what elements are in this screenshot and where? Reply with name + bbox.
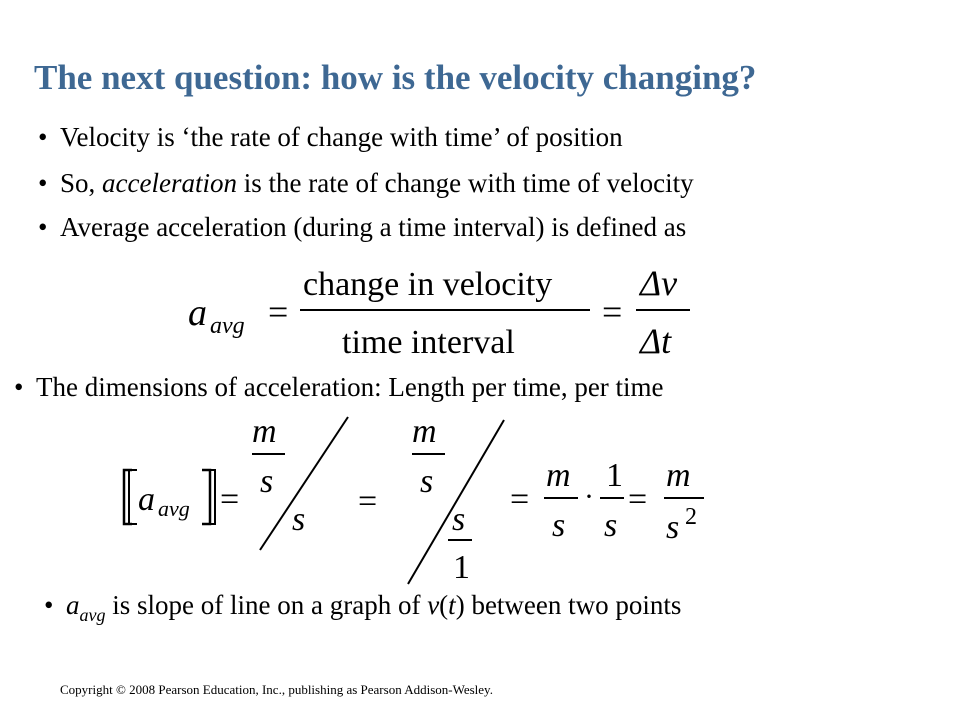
bullet-suffix: is the rate of change with time of velocity: [236, 168, 694, 198]
slope-avg-subscript: avg: [79, 605, 106, 625]
formula-avg-subscript: avg: [210, 313, 245, 339]
formula-equals-1: =: [268, 292, 289, 332]
copyright-notice: Copyright © 2008 Pearson Education, Inc., publishing as Pearson Addison-Wesley.: [60, 682, 493, 697]
dim-m-1: m: [252, 413, 277, 450]
dim-equals-2: =: [358, 483, 378, 520]
dim-s-7: s: [666, 509, 680, 546]
formula-equals-2: =: [602, 292, 623, 332]
dim-equals-1: =: [220, 481, 240, 518]
right-double-bracket: [202, 470, 210, 524]
bullet-dot: •: [38, 168, 48, 198]
dim-s-2: s: [292, 501, 306, 538]
slope-text-1: is slope of line on a graph of: [105, 590, 428, 620]
dimensions-formula: [110, 412, 730, 592]
bullet-text: Average acceleration (during a time interval) is defined as: [60, 212, 687, 242]
bullet-text: The dimensions of acceleration: Length per time, per time: [36, 372, 664, 402]
bullet-prefix: So,: [60, 168, 103, 198]
bullet-dot: •: [44, 590, 54, 620]
dim-s-6: s: [604, 507, 618, 544]
dim-one-1: 1: [453, 549, 470, 586]
slope-paren-open: (: [439, 590, 449, 620]
formula-delta-t: Δt: [640, 321, 672, 361]
dim-exponent: 2: [685, 504, 697, 530]
bullet-dot: •: [38, 212, 48, 242]
dim-one-2: 1: [606, 457, 623, 494]
dim-s-5: s: [552, 507, 566, 544]
dim-avg-subscript: avg: [158, 496, 190, 521]
bullet-text: Velocity is ‘the rate of change with time’ of position: [60, 122, 623, 152]
slope-a-symbol: a: [66, 590, 80, 620]
formula-numerator: change in velocity: [303, 266, 553, 303]
dim-m-2: m: [412, 413, 437, 450]
slope-text-2: between two points: [464, 590, 682, 620]
bullet-acceleration-definition: [38, 170, 694, 197]
bullet-average-acceleration: [38, 214, 686, 241]
dim-s-4: s: [452, 501, 466, 538]
dim-equals-4: =: [628, 481, 648, 518]
dim-m-4: m: [666, 457, 691, 494]
slope-paren-close: ): [455, 590, 465, 620]
slope-t: t: [448, 590, 456, 620]
bullet-dimensions: [14, 374, 664, 401]
formula-a-symbol: a: [188, 292, 207, 334]
dim-m-3: m: [546, 457, 571, 494]
bullet-dot: •: [38, 122, 48, 152]
formula-denominator: time interval: [342, 324, 515, 361]
dim-a-symbol: a: [138, 481, 155, 518]
slide-title: The next question: how is the velocity changing?: [34, 58, 757, 97]
bullet-slope: [44, 590, 682, 625]
slope-v: v: [427, 590, 440, 620]
bullet-dot: •: [14, 372, 24, 402]
left-double-bracket-inner: [129, 470, 137, 524]
dim-dot: ·: [584, 480, 594, 513]
dim-s-3: s: [420, 463, 434, 500]
acceleration-term: acceleration: [102, 168, 237, 198]
dim-s-1: s: [260, 463, 274, 500]
average-acceleration-formula: [180, 255, 720, 365]
formula-delta-v: Δv: [640, 263, 678, 303]
dim-equals-3: =: [510, 481, 530, 518]
bullet-velocity-definition: [38, 124, 623, 151]
